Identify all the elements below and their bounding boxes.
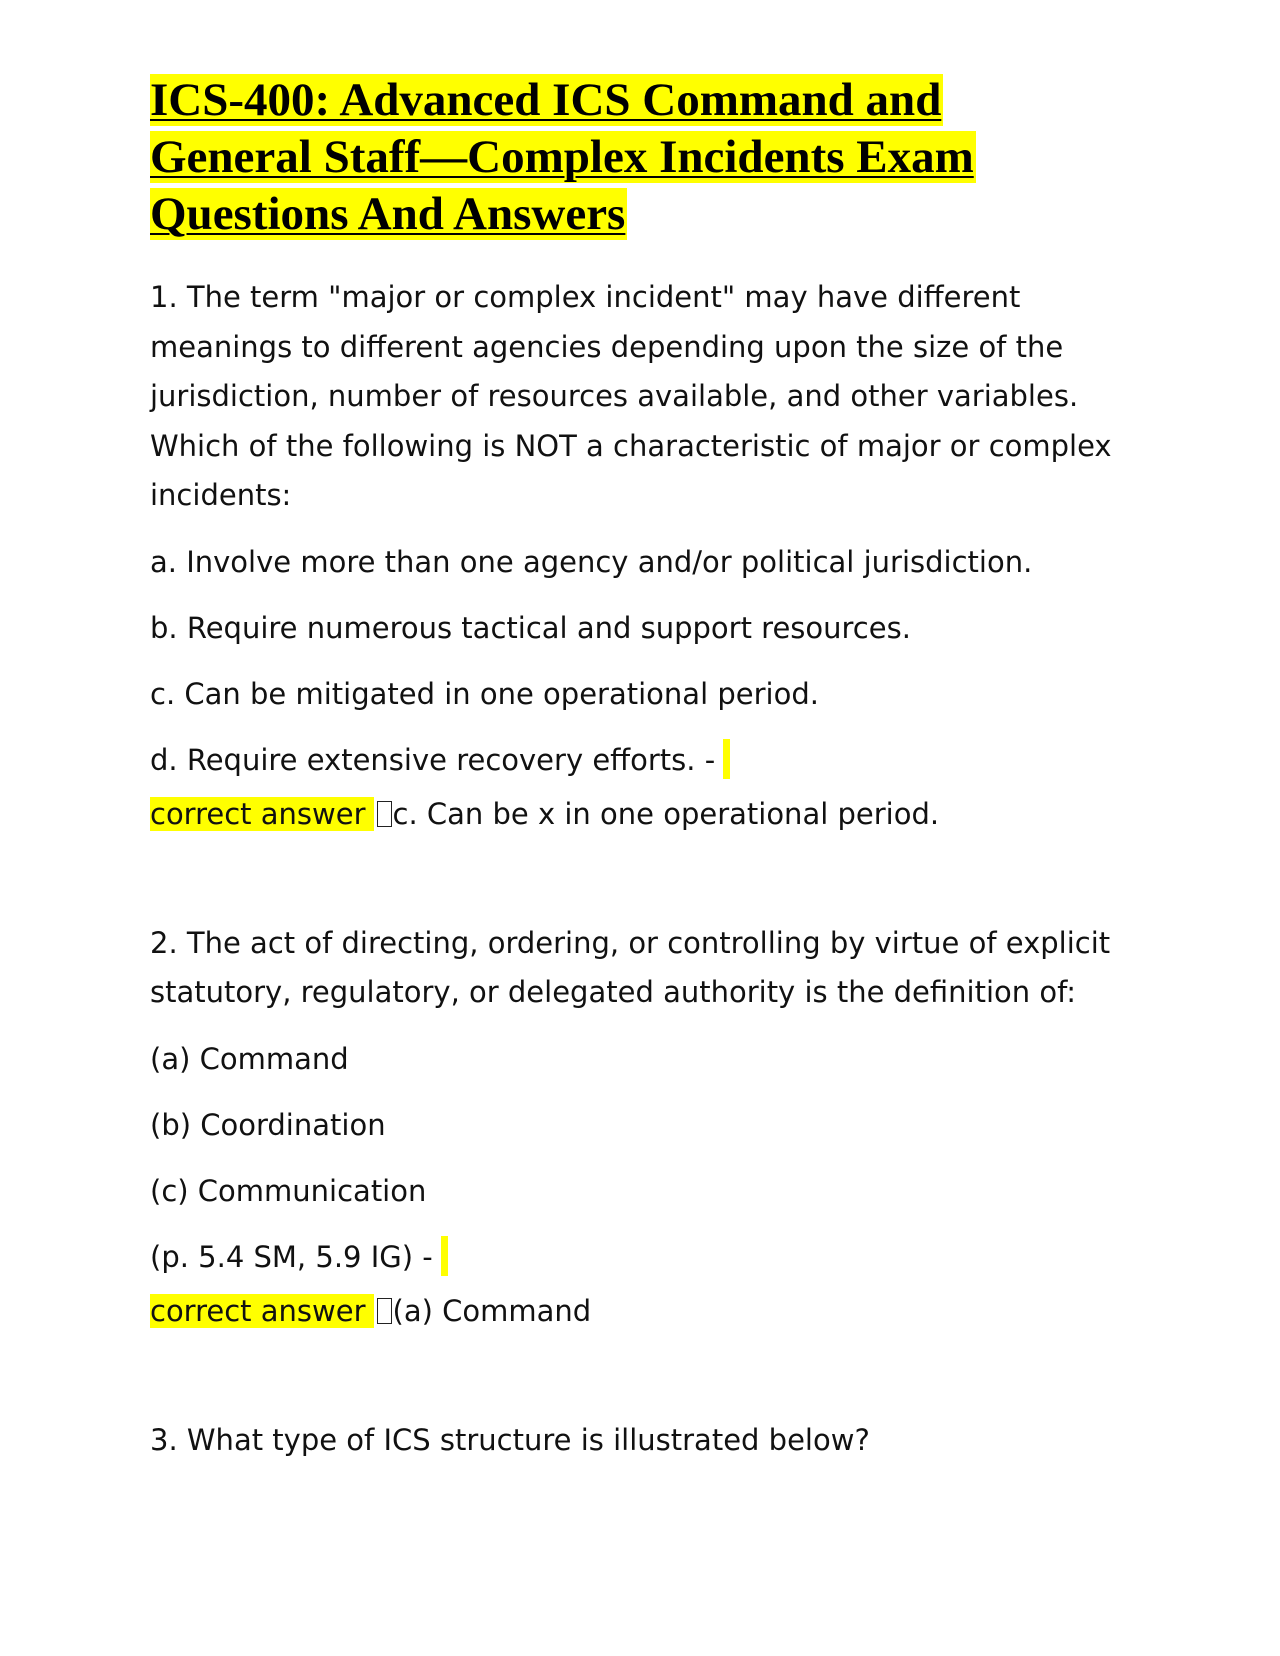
question-2-option-b: (b) Coordination <box>150 1107 386 1142</box>
question-1-text: 1. The term "major or complex incident" may have different meanings to different agencies depending upon the size of the jurisdiction, number of resources available, and other variables. Which of the following is NOT a characteristic of major or complex incidents: <box>150 280 1112 512</box>
question-1-option-b: b. Require numerous tactical and support resources. <box>150 610 911 645</box>
question-1-option-d <box>150 735 1130 785</box>
question-2-reference <box>150 1232 1130 1282</box>
missing-glyph-icon <box>377 1298 392 1324</box>
highlight-marker <box>723 739 730 779</box>
question-1-option-d-text: d. Require extensive recovery efforts. - <box>150 742 716 777</box>
question-2 <box>150 919 1130 1336</box>
question-2-answer-text: (a) Command <box>392 1293 592 1328</box>
document-title <box>150 72 1130 243</box>
question-1 <box>150 273 1130 839</box>
question-2-text: 2. The act of directing, ordering, or controlling by virtue of explicit statutory, regulatory, or delegated authority is the definition of: <box>150 925 1111 1009</box>
question-2-option-c: (c) Communication <box>150 1173 427 1208</box>
highlight-marker <box>441 1236 448 1276</box>
title-line-3: Questions And Answers <box>150 188 626 240</box>
question-3 <box>150 1416 1130 1466</box>
correct-answer-label: correct answer <box>150 1294 374 1328</box>
document-page <box>150 72 1130 1481</box>
question-1-answer <box>150 789 1130 839</box>
title-line-1: ICS-400: Advanced ICS Command and <box>150 74 942 126</box>
missing-glyph-icon <box>377 801 392 827</box>
question-2-reference-text: (p. 5.4 SM, 5.9 IG) - <box>150 1239 433 1274</box>
question-1-option-c: c. Can be mitigated in one operational period. <box>150 676 819 711</box>
question-3-text: 3. What type of ICS structure is illustrated below? <box>150 1422 870 1457</box>
question-1-option-a: a. Involve more than one agency and/or political jurisdiction. <box>150 544 1033 579</box>
question-2-answer <box>150 1286 1130 1336</box>
question-1-answer-text: c. Can be x in one operational period. <box>392 796 940 831</box>
correct-answer-label: correct answer <box>150 797 374 831</box>
title-line-2: General Staff—Complex Incidents Exam <box>150 131 974 183</box>
question-2-option-a: (a) Command <box>150 1041 349 1076</box>
